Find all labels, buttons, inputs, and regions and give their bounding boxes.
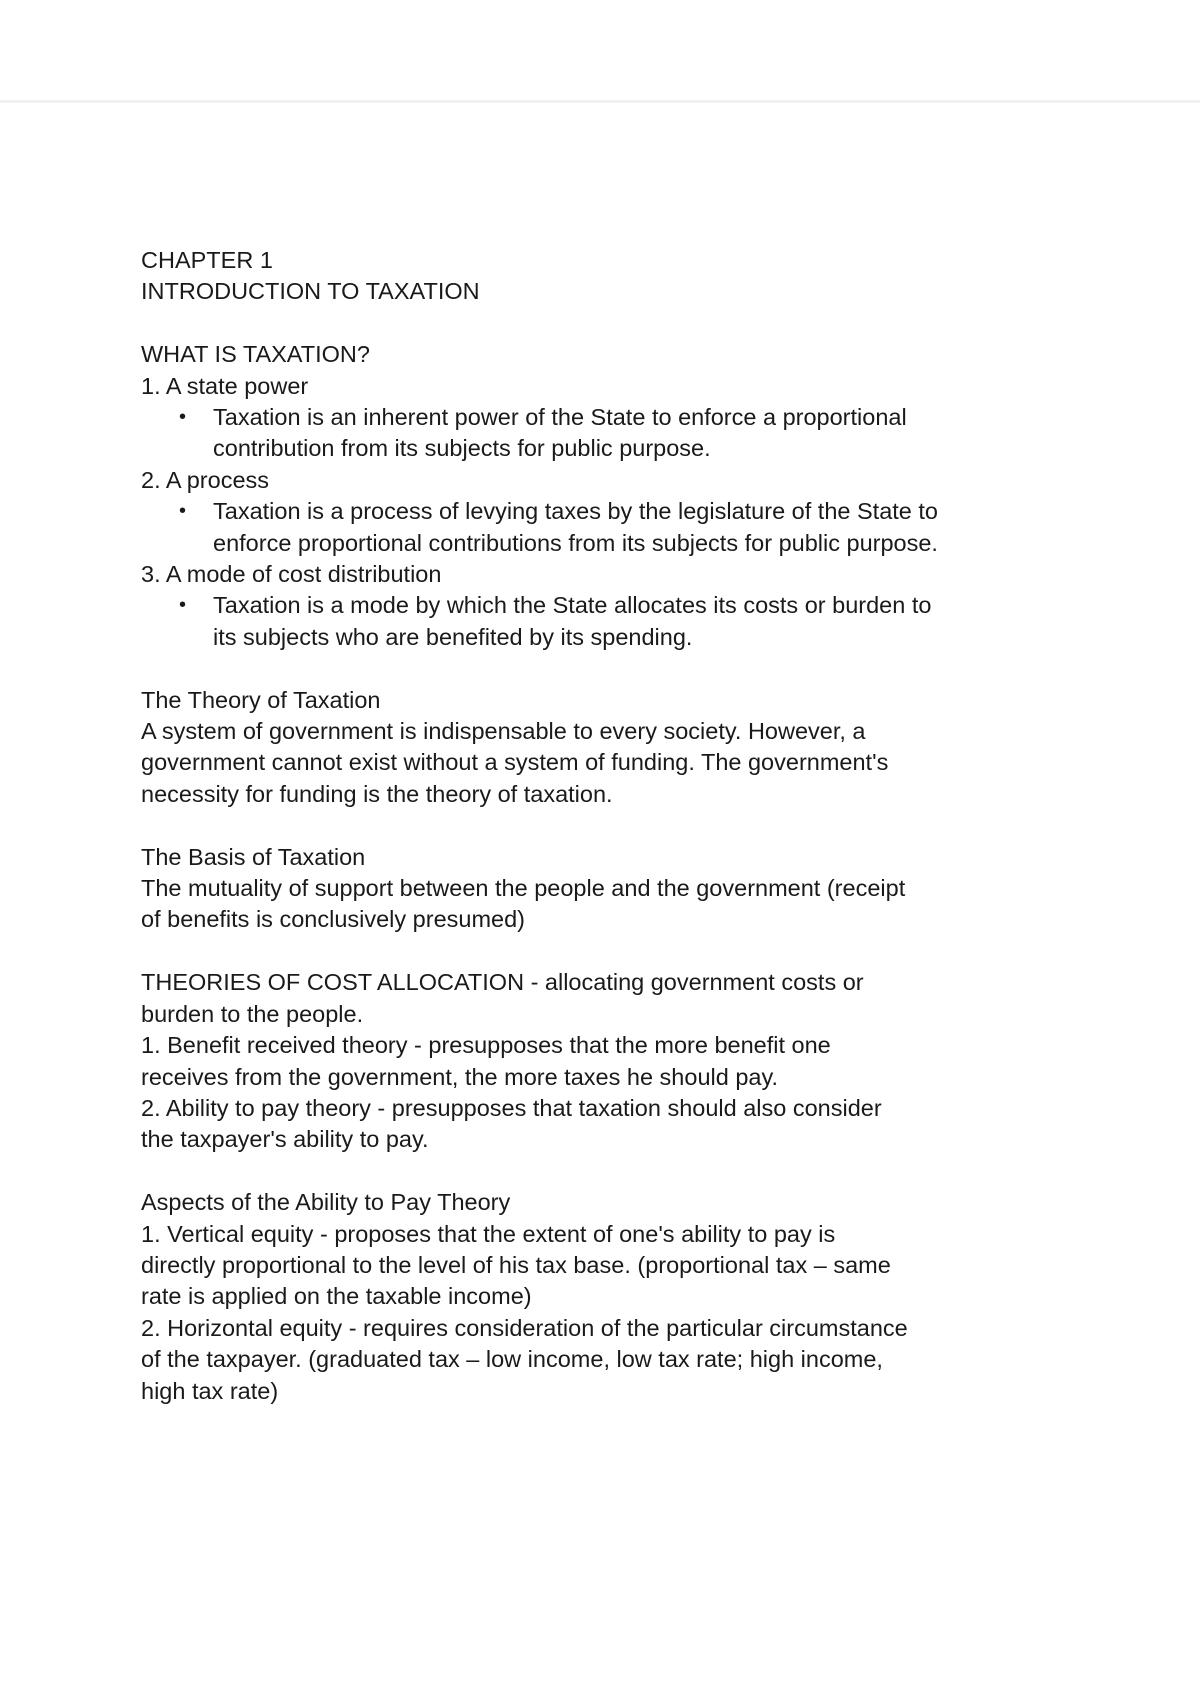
paragraph-line: 2. Ability to pay theory - presupposes that taxation should also consider xyxy=(141,1094,882,1121)
numbered-item-process: 2. A process xyxy=(141,466,270,493)
bullet-item xyxy=(141,402,941,465)
paragraph-line: the taxpayer's ability to pay. xyxy=(141,1126,429,1153)
paragraph-line: directly proportional to the level of his tax base. (proportional tax – same xyxy=(141,1251,891,1278)
spacer xyxy=(141,810,941,841)
bullet-item xyxy=(141,496,941,559)
paragraph-line: 2. Horizontal equity - requires consideration of the particular circumstance xyxy=(141,1314,908,1341)
paragraph-line: receives from the government, the more taxes he should pay. xyxy=(141,1063,779,1090)
bullet-icon: • xyxy=(179,594,187,617)
numbered-item-state-power: 1. A state power xyxy=(141,372,309,399)
paragraph-line: A system of government is indispensable to every society. However, a xyxy=(141,718,866,745)
spacer xyxy=(141,936,941,967)
paragraph-line: 1. Vertical equity - proposes that the extent of one's ability to pay is xyxy=(141,1220,836,1247)
paragraph-line: government cannot exist without a system of funding. The government's xyxy=(141,749,889,776)
section-heading-what-is-taxation: WHAT IS TAXATION? xyxy=(141,341,370,368)
bullet-text: Taxation is an inherent power of the State to enforce a proportional contribution from its subjects for public purpose. xyxy=(213,404,907,462)
spacer xyxy=(141,1156,941,1187)
bullet-text: Taxation is a mode by which the State allocates its costs or burden to its subjects who are benefited by its spending. xyxy=(213,592,932,650)
bullet-text: Taxation is a process of levying taxes by the legislature of the State to enforce proportional contributions from its subjects for public purpose. xyxy=(213,498,938,556)
paragraph-line: of the taxpayer. (graduated tax – low income, low tax rate; high income, xyxy=(141,1346,883,1373)
section-heading-aspects: Aspects of the Ability to Pay Theory xyxy=(141,1189,511,1216)
paragraph-line: high tax rate) xyxy=(141,1377,279,1404)
section-heading-theory: The Theory of Taxation xyxy=(141,686,381,713)
paragraph-line: of benefits is conclusively presumed) xyxy=(141,906,526,933)
bullet-item xyxy=(141,590,941,653)
paragraph-line: rate is applied on the taxable income) xyxy=(141,1283,532,1310)
section-heading-cost-allocation: THEORIES OF COST ALLOCATION - allocating government costs or xyxy=(141,969,864,996)
paragraph-line: burden to the people. xyxy=(141,1000,364,1027)
paragraph-line: 1. Benefit received theory - presupposes that the more benefit one xyxy=(141,1032,831,1059)
bullet-icon: • xyxy=(179,406,187,429)
bullet-icon: • xyxy=(179,500,187,523)
paragraph-line: necessity for funding is the theory of taxation. xyxy=(141,780,613,807)
section-heading-basis: The Basis of Taxation xyxy=(141,843,366,870)
spacer xyxy=(141,653,941,684)
paragraph-line: The mutuality of support between the people and the government (receipt xyxy=(141,875,906,902)
chapter-title: INTRODUCTION TO TAXATION xyxy=(141,278,480,305)
chapter-number: CHAPTER 1 xyxy=(141,247,273,273)
document-page xyxy=(141,245,941,1407)
spacer xyxy=(141,308,941,339)
numbered-item-cost-distribution: 3. A mode of cost distribution xyxy=(141,561,442,588)
document-viewer-top-bar xyxy=(0,0,1200,103)
